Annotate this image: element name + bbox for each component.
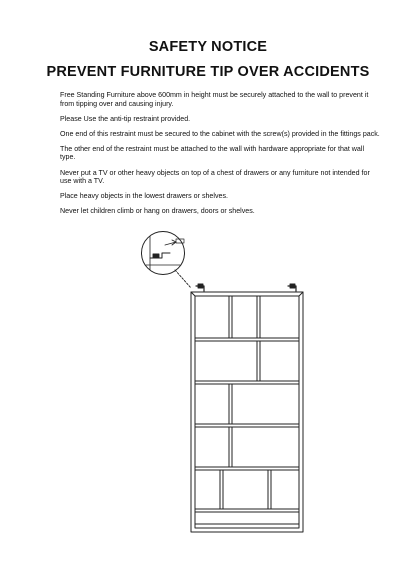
notice-subtitle: PREVENT FURNITURE TIP OVER ACCIDENTS	[46, 64, 370, 80]
instruction-paragraph: Never put a TV or other heavy objects on top of a chest of drawers or any furniture not intended for use with a TV.	[60, 168, 370, 186]
instruction-paragraph: Place heavy objects in the lowest drawers or shelves.	[60, 192, 228, 201]
instruction-paragraph: Never let children climb or hang on drawers, doors or shelves.	[60, 207, 255, 216]
notice-title: SAFETY NOTICE	[148, 39, 268, 55]
instruction-paragraph: The other end of the restraint must be attached to the wall with hardware appropriate for that wall type.	[60, 144, 365, 162]
instruction-paragraph: Free Standing Furniture above 600mm in height must be securely attached to the wall to prevent it from tipping over and causing injury.	[60, 91, 369, 108]
wall-bracket-icon	[195, 284, 208, 292]
instruction-paragraph: One end of this restraint must be secured to the cabinet with the screw(s) provided in the fittings pack.	[60, 129, 380, 138]
detail-magnifier	[142, 232, 192, 289]
bookcase-frame	[191, 292, 303, 532]
instruction-paragraph: Please Use the anti-tip restraint provided.	[60, 114, 191, 123]
wall-bracket-icon	[287, 284, 300, 292]
